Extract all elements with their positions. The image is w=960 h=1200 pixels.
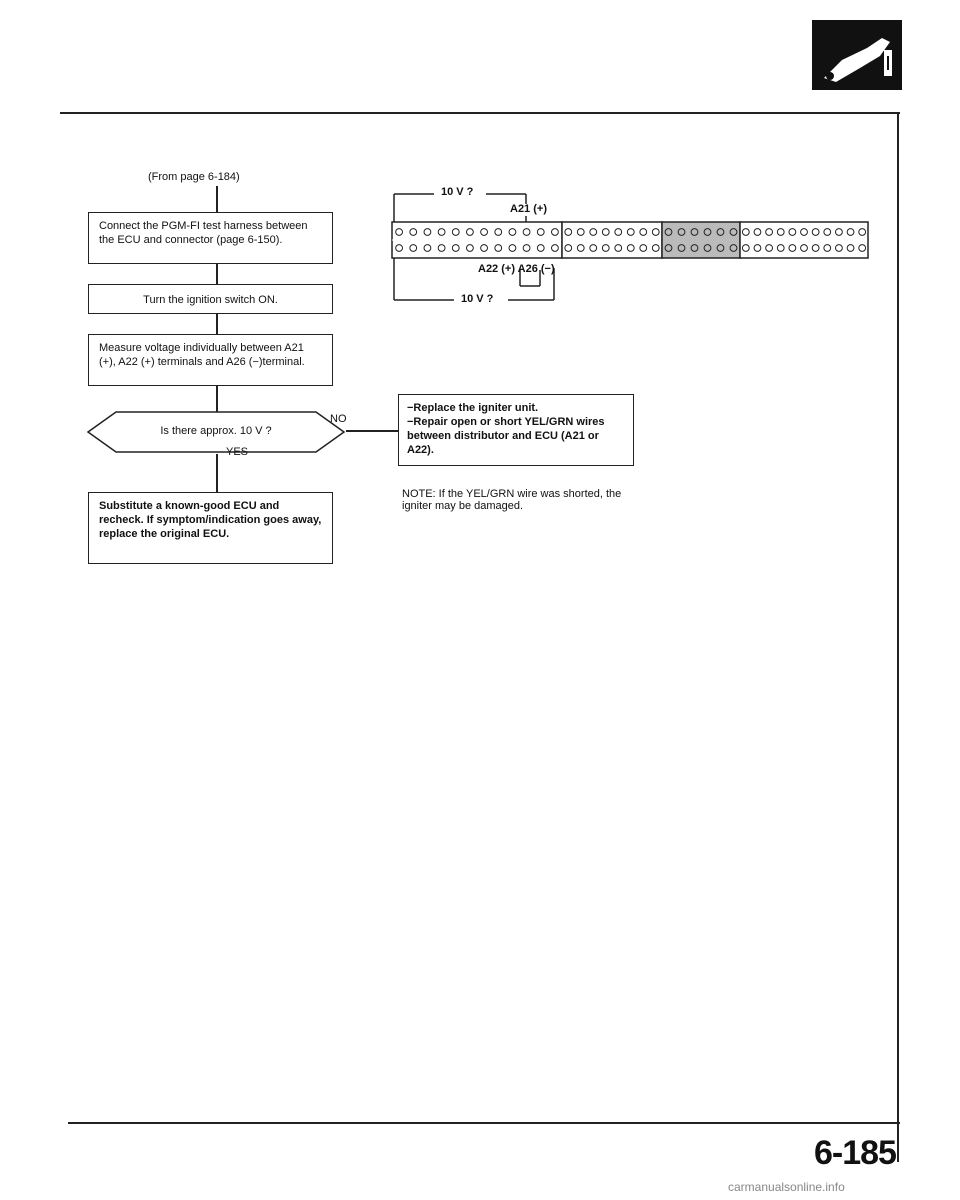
- step-connect-harness: Connect the PGM-FI test harness between the ECU and connector (page 6-150).: [88, 212, 333, 264]
- footer-rule: [68, 1122, 900, 1124]
- a21-terminal-label: A21 (+): [510, 203, 547, 215]
- repair-wire-step: −Repair open or short YEL/GRN wires between distributor and ECU (A21 or A22).: [407, 416, 605, 456]
- yes-branch-connector: [216, 454, 218, 492]
- yes-result-box: Substitute a known-good ECU and recheck. If symptom/indication goes away, replace the original ECU.: [88, 492, 333, 564]
- no-branch-connector: [346, 430, 398, 432]
- no-result-box: [398, 394, 634, 466]
- replace-igniter-step: −Replace the igniter unit.: [407, 402, 539, 414]
- no-label: NO: [330, 413, 347, 425]
- a22-a26-terminal-label: A22 (+) A26 (−): [478, 263, 555, 275]
- step-ignition-on: Turn the ignition switch ON.: [88, 284, 333, 314]
- note-text: NOTE: If the YEL/GRN wire was shorted, the igniter may be damaged.: [402, 488, 622, 512]
- watermark: carmanualsonline.info: [728, 1180, 845, 1194]
- flow-connector: [216, 264, 218, 284]
- bottom-voltage-label: 10 V ?: [461, 293, 494, 305]
- from-page-label: (From page 6-184): [148, 171, 240, 183]
- top-voltage-label: 10 V ?: [441, 186, 474, 198]
- decision-question: Is there approx. 10 V ?: [160, 425, 272, 437]
- yes-label: YES: [226, 446, 249, 458]
- flow-connector: [216, 314, 218, 334]
- ignition-system-icon: [812, 20, 902, 90]
- flow-connector: [216, 386, 218, 412]
- page-number: 6-185: [814, 1134, 896, 1172]
- step-measure-voltage: Measure voltage individually between A21 (+), A22 (+) terminals and A26 (−)terminal.: [88, 334, 333, 386]
- header-rule-right: [897, 112, 899, 1162]
- flow-connector: [216, 186, 218, 214]
- header-rule: [60, 112, 900, 114]
